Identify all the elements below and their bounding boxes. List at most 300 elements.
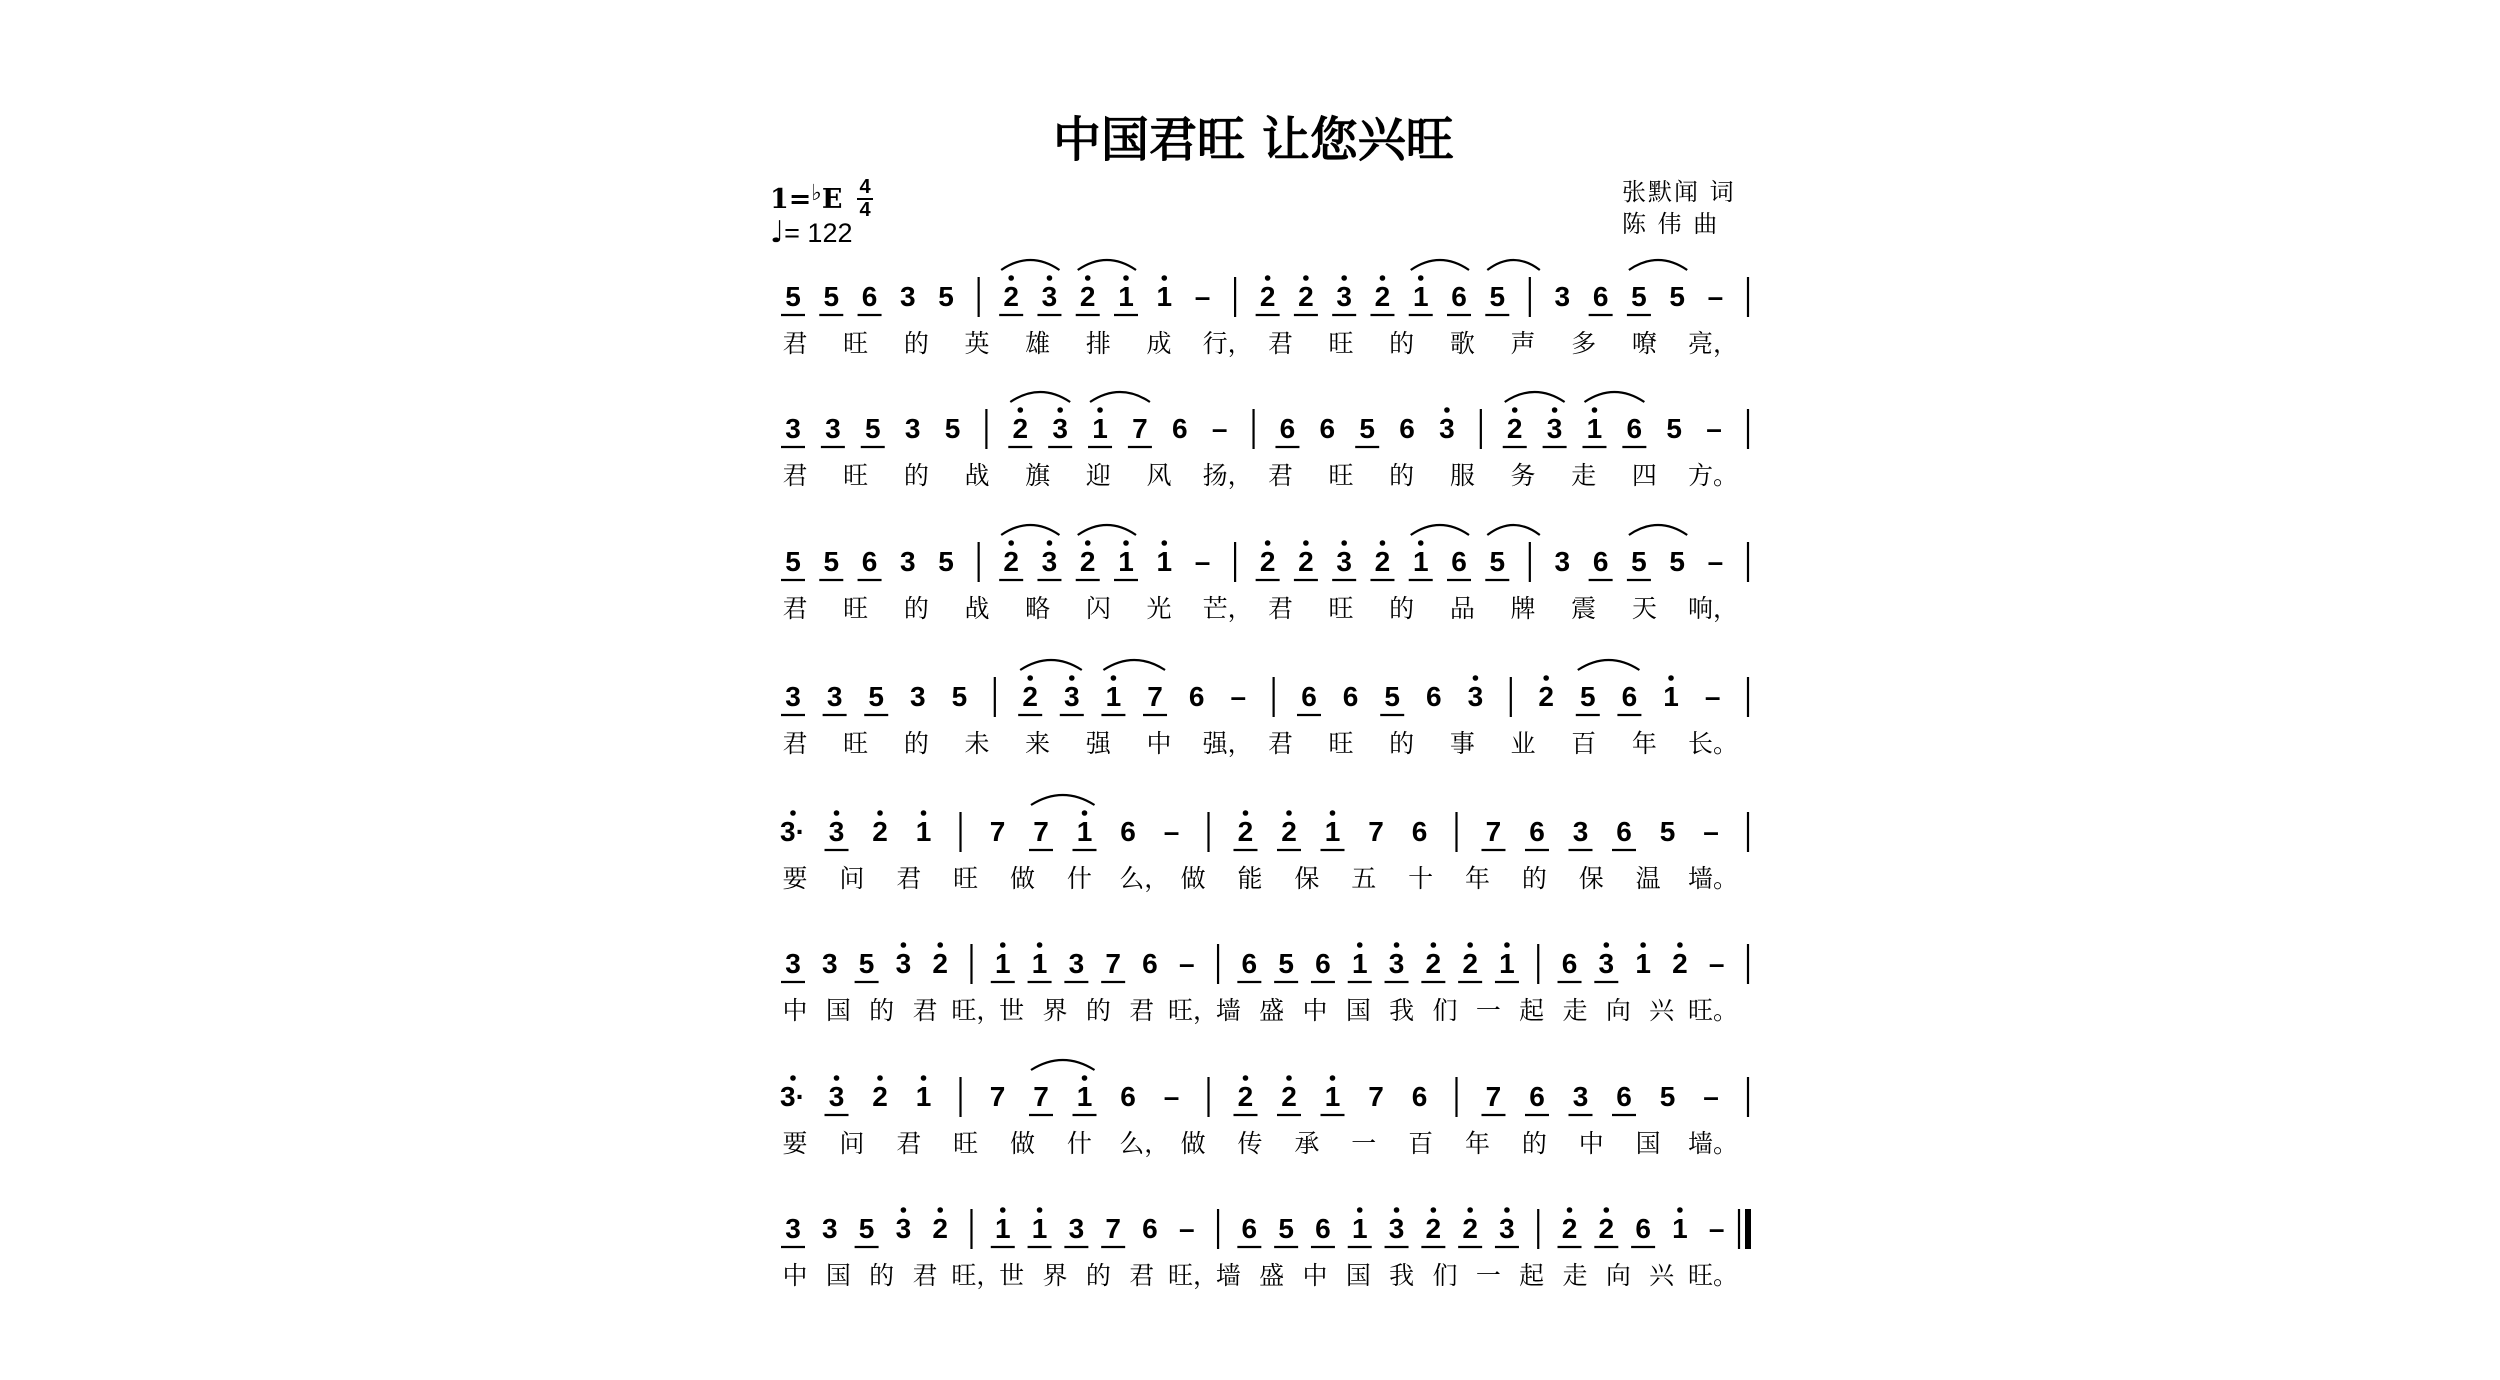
note: 3: [910, 681, 926, 712]
lyric-syllable: 要: [782, 864, 808, 893]
lyric-syllable: 温: [1635, 864, 1661, 893]
lyric-syllable: 中: [1578, 1129, 1604, 1158]
lyric-syllable: 多: [1571, 329, 1597, 358]
note: 5: [1278, 948, 1294, 979]
lyric-syllable: 传: [1237, 1129, 1263, 1158]
lyric-syllable: 君: [782, 461, 808, 490]
note: 3: [1572, 1081, 1589, 1112]
lyric-syllable: 的: [903, 594, 929, 623]
note: 1: [1412, 281, 1429, 312]
lyric-syllable: 务: [1510, 461, 1536, 490]
quarter-note-icon: ♩: [770, 215, 785, 250]
lyric-syllable: 天: [1631, 594, 1657, 623]
note: 5: [858, 1213, 875, 1244]
lyric-syllable: 百: [1571, 729, 1597, 758]
note: 5: [1666, 413, 1682, 444]
note: 1: [1324, 816, 1341, 847]
lyric-syllable: 的: [1085, 996, 1111, 1025]
note: 2: [1506, 413, 1523, 444]
note: 1: [1092, 413, 1108, 444]
note: 3: [1499, 1213, 1515, 1244]
lyric-syllable: 迎: [1085, 461, 1111, 490]
lyric-syllable: 旺: [843, 594, 869, 623]
note: 1: [915, 816, 932, 847]
note: –: [1708, 948, 1725, 979]
note: –: [1211, 413, 1228, 444]
note: –: [1178, 948, 1195, 979]
note: 2: [932, 948, 948, 979]
lyric-syllable: 百: [1408, 1129, 1434, 1158]
note: 3: [1388, 948, 1405, 979]
lyric-syllable: 旺，: [1168, 996, 1219, 1025]
lyric-syllable: 响，: [1688, 594, 1739, 623]
note: 3: [1554, 546, 1571, 577]
note: 6: [1626, 413, 1643, 444]
lyric-syllable: 君: [912, 996, 938, 1025]
note: 3: [904, 413, 921, 444]
note: 1: [994, 1213, 1011, 1244]
lyric-syllable: 年: [1464, 864, 1490, 893]
note: 6: [1426, 681, 1442, 712]
note: 5: [1669, 546, 1685, 577]
lyric-syllable: 我: [1389, 1261, 1415, 1290]
lyric-syllable: 墙。: [1688, 1129, 1739, 1158]
lyric-syllable: 做: [1009, 864, 1035, 893]
lyric-syllable: 品: [1449, 594, 1475, 623]
note: 2: [872, 1081, 888, 1112]
lyric-syllable: 旺: [1328, 594, 1354, 623]
lyric-syllable: 起: [1519, 1261, 1545, 1290]
note: 6: [1635, 1213, 1651, 1244]
lyric-syllable: 的: [869, 1261, 895, 1290]
lyric-syllable: 旺，: [951, 996, 1002, 1025]
lyric-syllable: 的: [1389, 594, 1415, 623]
lyric-syllable: 的: [1521, 1129, 1547, 1158]
lyric-syllable: 嘹: [1631, 329, 1657, 358]
note: 3: [828, 816, 845, 847]
note: 7: [1368, 816, 1384, 847]
note: 2: [1281, 816, 1297, 847]
note: 6: [1142, 948, 1158, 979]
note: 2: [1237, 816, 1254, 847]
note: –: [1708, 1213, 1725, 1244]
note: 3·: [780, 816, 805, 847]
note: 5: [951, 681, 968, 712]
time-signature-top: 4: [859, 176, 871, 198]
note: 1: [1499, 948, 1515, 979]
lyric-syllable: 业: [1510, 729, 1536, 758]
note: 5: [938, 281, 954, 312]
note: 1: [1412, 546, 1429, 577]
lyric-syllable: 的: [903, 461, 929, 490]
lyric-syllable: 排: [1085, 329, 1111, 358]
lyric-syllable: 旺，: [951, 1261, 1002, 1290]
note: 5: [1659, 1081, 1676, 1112]
note: 6: [1411, 1081, 1428, 1112]
note: 5: [1631, 281, 1647, 312]
note: 2: [1672, 948, 1688, 979]
note: 1: [1663, 681, 1679, 712]
note: 2: [1598, 1213, 1615, 1244]
lyric-syllable: 的: [1389, 329, 1415, 358]
lyric-syllable: 兴: [1649, 996, 1675, 1025]
lyric-syllable: 的: [903, 729, 929, 758]
note: 6: [1592, 281, 1609, 312]
lyric-syllable: 界: [1042, 996, 1068, 1025]
note: –: [1163, 1081, 1180, 1112]
note: 3: [1598, 948, 1615, 979]
lyric-syllable: 走: [1571, 461, 1597, 490]
note: 3: [785, 681, 801, 712]
composer-credit: 陈 伟 曲: [1622, 210, 1720, 238]
lyric-syllable: 保: [1294, 864, 1320, 893]
note: 6: [861, 546, 878, 577]
note: 3: [1041, 546, 1058, 577]
note: 1: [1351, 948, 1368, 979]
lyric-syllable: 兴: [1649, 1261, 1675, 1290]
lyric-syllable: 成: [1146, 329, 1172, 358]
note: 2: [1425, 948, 1442, 979]
note: 5: [785, 281, 801, 312]
note: –: [1194, 281, 1211, 312]
note: –: [1703, 1081, 1719, 1112]
note: 5: [944, 413, 961, 444]
lyric-syllable: 未: [964, 729, 990, 758]
note: –: [1194, 546, 1211, 577]
lyric-syllable: 中: [1146, 729, 1172, 758]
lyric-syllable: 世: [999, 996, 1025, 1025]
key-note: E: [821, 184, 843, 215]
lyric-syllable: 的: [1521, 864, 1547, 893]
note: 2: [1079, 546, 1096, 577]
note: 1: [1586, 413, 1603, 444]
lyric-syllable: 们: [1432, 996, 1458, 1025]
note: 1: [1031, 1213, 1048, 1244]
time-signature-bottom: 4: [859, 199, 871, 221]
note: 3: [1388, 1213, 1405, 1244]
note: 1: [1076, 1081, 1093, 1112]
note: 5: [1278, 1213, 1294, 1244]
lyric-syllable: 君: [1129, 1261, 1155, 1290]
lyric-syllable: 旺: [1328, 729, 1354, 758]
note: 2: [1022, 681, 1038, 712]
lyric-syllable: 盛: [1259, 1261, 1285, 1290]
lyric-syllable: 风: [1146, 461, 1172, 490]
note: 3: [900, 281, 916, 312]
lyric-syllable: 年: [1631, 729, 1657, 758]
lyric-syllable: 略: [1025, 594, 1051, 623]
lyric-syllable: 走: [1562, 996, 1588, 1025]
note: 6: [1621, 681, 1638, 712]
note: 2: [1462, 1213, 1478, 1244]
lyric-syllable: 做: [1180, 1129, 1206, 1158]
note: –: [1707, 281, 1724, 312]
note: 3: [895, 1213, 912, 1244]
note: 5: [868, 681, 884, 712]
note: 7: [1132, 413, 1148, 444]
note: 1: [1324, 1081, 1341, 1112]
note: 6: [1561, 948, 1578, 979]
note: 1: [1351, 1213, 1368, 1244]
note: –: [1707, 546, 1724, 577]
lyric-syllable: 强: [1085, 729, 1111, 758]
lyric-syllable: 方。: [1688, 461, 1739, 490]
lyric-syllable: 君: [1267, 594, 1293, 623]
note: 1: [1156, 546, 1173, 577]
lyric-syllable: 旺。: [1688, 996, 1739, 1025]
note: 2: [1281, 1081, 1297, 1112]
lyric-syllable: 战: [964, 461, 990, 490]
note: 5: [823, 546, 840, 577]
note: 3: [1336, 546, 1352, 577]
note: 2: [1298, 546, 1314, 577]
note: 6: [1319, 413, 1336, 444]
note: 3: [1554, 281, 1571, 312]
note: 3: [826, 681, 843, 712]
note: 6: [1279, 413, 1296, 444]
note: 3: [895, 948, 912, 979]
note: 6: [1529, 1081, 1545, 1112]
note: 6: [1241, 948, 1258, 979]
lyric-syllable: 君: [1129, 996, 1155, 1025]
lyric-syllable: 中: [1302, 1261, 1328, 1290]
lyric-syllable: 芒，: [1202, 594, 1253, 623]
note: –: [1704, 681, 1721, 712]
lyric-syllable: 扬，: [1202, 461, 1253, 490]
lyric-syllable: 君: [1267, 329, 1293, 358]
note: 6: [1315, 948, 1331, 979]
lyric-syllable: 旺: [953, 1129, 979, 1158]
lyric-syllable: 君: [1267, 729, 1293, 758]
lyric-syllable: 起: [1519, 996, 1545, 1025]
note: 1: [1156, 281, 1173, 312]
lyric-syllable: 要: [782, 1129, 808, 1158]
note: 3: [1068, 1213, 1085, 1244]
note: 3: [1052, 413, 1068, 444]
key-prefix: 1=: [770, 184, 812, 215]
note: 3: [822, 948, 838, 979]
note: 6: [1529, 816, 1545, 847]
note: 5: [1489, 546, 1506, 577]
lyric-syllable: 问: [839, 864, 865, 893]
note: 5: [823, 281, 840, 312]
note: 6: [1120, 816, 1136, 847]
note: 7: [1368, 1081, 1384, 1112]
lyric-syllable: 向: [1605, 1261, 1631, 1290]
lyric-syllable: 旺: [1328, 461, 1354, 490]
lyric-syllable: 么，: [1119, 864, 1170, 893]
note: 2: [932, 1213, 948, 1244]
lyric-syllable: 君: [912, 1261, 938, 1290]
note: 5: [1489, 281, 1506, 312]
lyric-syllable: 来: [1025, 729, 1051, 758]
lyric-syllable: 的: [903, 329, 929, 358]
note: 1: [1118, 546, 1134, 577]
note: 1: [994, 948, 1011, 979]
lyric-syllable: 中: [782, 1261, 808, 1290]
lyric-syllable: 十: [1408, 864, 1434, 893]
lyric-syllable: 的: [1389, 729, 1415, 758]
note: 7: [989, 816, 1006, 847]
note: 1: [1635, 948, 1651, 979]
lyric-syllable: 们: [1432, 1261, 1458, 1290]
note: 6: [1142, 1213, 1158, 1244]
note: 5: [858, 948, 875, 979]
note: 2: [1538, 681, 1554, 712]
lyric-syllable: 国: [825, 1261, 851, 1290]
lyric-syllable: 国: [1345, 996, 1371, 1025]
lyric-syllable: 光: [1146, 594, 1172, 623]
note: 2: [1298, 281, 1314, 312]
note: 6: [1616, 1081, 1632, 1112]
lyric-syllable: 四: [1631, 461, 1657, 490]
note: 2: [1012, 413, 1029, 444]
note: 5: [1659, 816, 1676, 847]
note: 6: [1451, 546, 1467, 577]
lyric-syllable: 一: [1351, 1129, 1377, 1158]
note: 3: [1064, 681, 1080, 712]
note: 3: [1467, 681, 1484, 712]
lyric-syllable: 英: [964, 329, 990, 358]
note: 6: [1399, 413, 1415, 444]
lyric-syllable: 旺: [843, 729, 869, 758]
note: 5: [785, 546, 801, 577]
note: 3·: [780, 1081, 805, 1112]
note: 3: [785, 1213, 801, 1244]
lyric-syllable: 年: [1464, 1129, 1490, 1158]
lyric-syllable: 么，: [1119, 1129, 1170, 1158]
note: 1: [1105, 681, 1122, 712]
lyric-syllable: 亮，: [1688, 329, 1739, 358]
lyric-syllable: 我: [1389, 996, 1415, 1025]
lyric-syllable: 保: [1578, 864, 1604, 893]
lyric-syllable: 国: [825, 996, 851, 1025]
lyric-syllable: 君: [896, 864, 922, 893]
lyric-syllable: 君: [782, 329, 808, 358]
lyric-syllable: 君: [1267, 461, 1293, 490]
lyric-syllable: 五: [1351, 864, 1377, 893]
lyric-syllable: 旺: [843, 329, 869, 358]
lyric-syllable: 旺，: [1168, 1261, 1219, 1290]
tempo-value: = 122: [784, 218, 853, 248]
note: –: [1703, 816, 1719, 847]
note: 5: [1579, 681, 1596, 712]
note: 1: [1076, 816, 1093, 847]
lyric-syllable: 声: [1510, 329, 1536, 358]
note: 6: [1120, 1081, 1136, 1112]
lyric-syllable: 中: [782, 996, 808, 1025]
note: 5: [1384, 681, 1400, 712]
note: 2: [1003, 546, 1019, 577]
lyric-syllable: 行，: [1202, 329, 1253, 358]
note: 1: [1672, 1213, 1688, 1244]
note: 6: [1592, 546, 1609, 577]
note: 7: [1147, 681, 1163, 712]
song-title: 中国君旺 让您兴旺: [1053, 112, 1454, 168]
lyric-syllable: 做: [1180, 864, 1206, 893]
note: 1: [1031, 948, 1048, 979]
lyric-syllable: 长。: [1688, 729, 1739, 758]
lyric-syllable: 国: [1635, 1129, 1661, 1158]
note: 3: [1041, 281, 1058, 312]
note: 3: [1572, 816, 1589, 847]
note: 3: [900, 546, 916, 577]
flat-icon: ♭: [811, 180, 822, 206]
lyric-syllable: 什: [1066, 1129, 1092, 1158]
lyric-syllable: 的: [1085, 1261, 1111, 1290]
note: 5: [1359, 413, 1375, 444]
lyric-syllable: 旺。: [1688, 1261, 1739, 1290]
lyric-syllable: 问: [839, 1129, 865, 1158]
lyric-syllable: 做: [1009, 1129, 1035, 1158]
note: 1: [1118, 281, 1134, 312]
note: 3: [785, 413, 801, 444]
note: 2: [1425, 1213, 1442, 1244]
note: 5: [1631, 546, 1647, 577]
note: 7: [1033, 816, 1049, 847]
note: 2: [1374, 281, 1391, 312]
note: 3: [1336, 281, 1352, 312]
note: 6: [1188, 681, 1205, 712]
note: 7: [1485, 816, 1502, 847]
lyric-syllable: 墙: [1215, 996, 1241, 1025]
lyric-syllable: 一: [1475, 1261, 1501, 1290]
lyric-syllable: 君: [782, 594, 808, 623]
note: 6: [861, 281, 878, 312]
lyric-syllable: 的: [869, 996, 895, 1025]
note: 2: [1003, 281, 1019, 312]
note: 3: [825, 413, 841, 444]
lyric-syllable: 闪: [1085, 594, 1111, 623]
note: 5: [1669, 281, 1685, 312]
lyric-syllable: 旺: [843, 461, 869, 490]
lyric-syllable: 什: [1066, 864, 1092, 893]
note: 6: [1342, 681, 1359, 712]
lyric-syllable: 能: [1237, 864, 1263, 893]
note: 2: [1462, 948, 1478, 979]
note: 5: [864, 413, 881, 444]
note: 6: [1616, 816, 1632, 847]
lyric-syllable: 承: [1294, 1129, 1320, 1158]
note: 2: [1079, 281, 1096, 312]
lyric-syllable: 墙: [1215, 1261, 1241, 1290]
lyric-syllable: 国: [1345, 1261, 1371, 1290]
note: 6: [1315, 1213, 1331, 1244]
note: 2: [1259, 546, 1276, 577]
lyric-syllable: 旺: [953, 864, 979, 893]
lyric-syllable: 歌: [1449, 329, 1475, 358]
note: –: [1230, 681, 1247, 712]
lyric-syllable: 向: [1605, 996, 1631, 1025]
note: 3: [822, 1213, 838, 1244]
lyric-syllable: 服: [1449, 461, 1475, 490]
lyric-syllable: 牌: [1510, 594, 1536, 623]
note: 7: [1105, 948, 1121, 979]
lyric-syllable: 界: [1042, 1261, 1068, 1290]
note: 5: [938, 546, 954, 577]
note: 3: [1068, 948, 1085, 979]
note: 7: [1485, 1081, 1502, 1112]
lyric-syllable: 走: [1562, 1261, 1588, 1290]
lyric-syllable: 旺: [1328, 329, 1354, 358]
note: 7: [989, 1081, 1006, 1112]
note: –: [1178, 1213, 1195, 1244]
note: 3: [785, 948, 801, 979]
note: 7: [1105, 1213, 1121, 1244]
lyric-syllable: 震: [1571, 594, 1597, 623]
lyric-syllable: 强，: [1202, 729, 1253, 758]
note: 2: [1237, 1081, 1254, 1112]
